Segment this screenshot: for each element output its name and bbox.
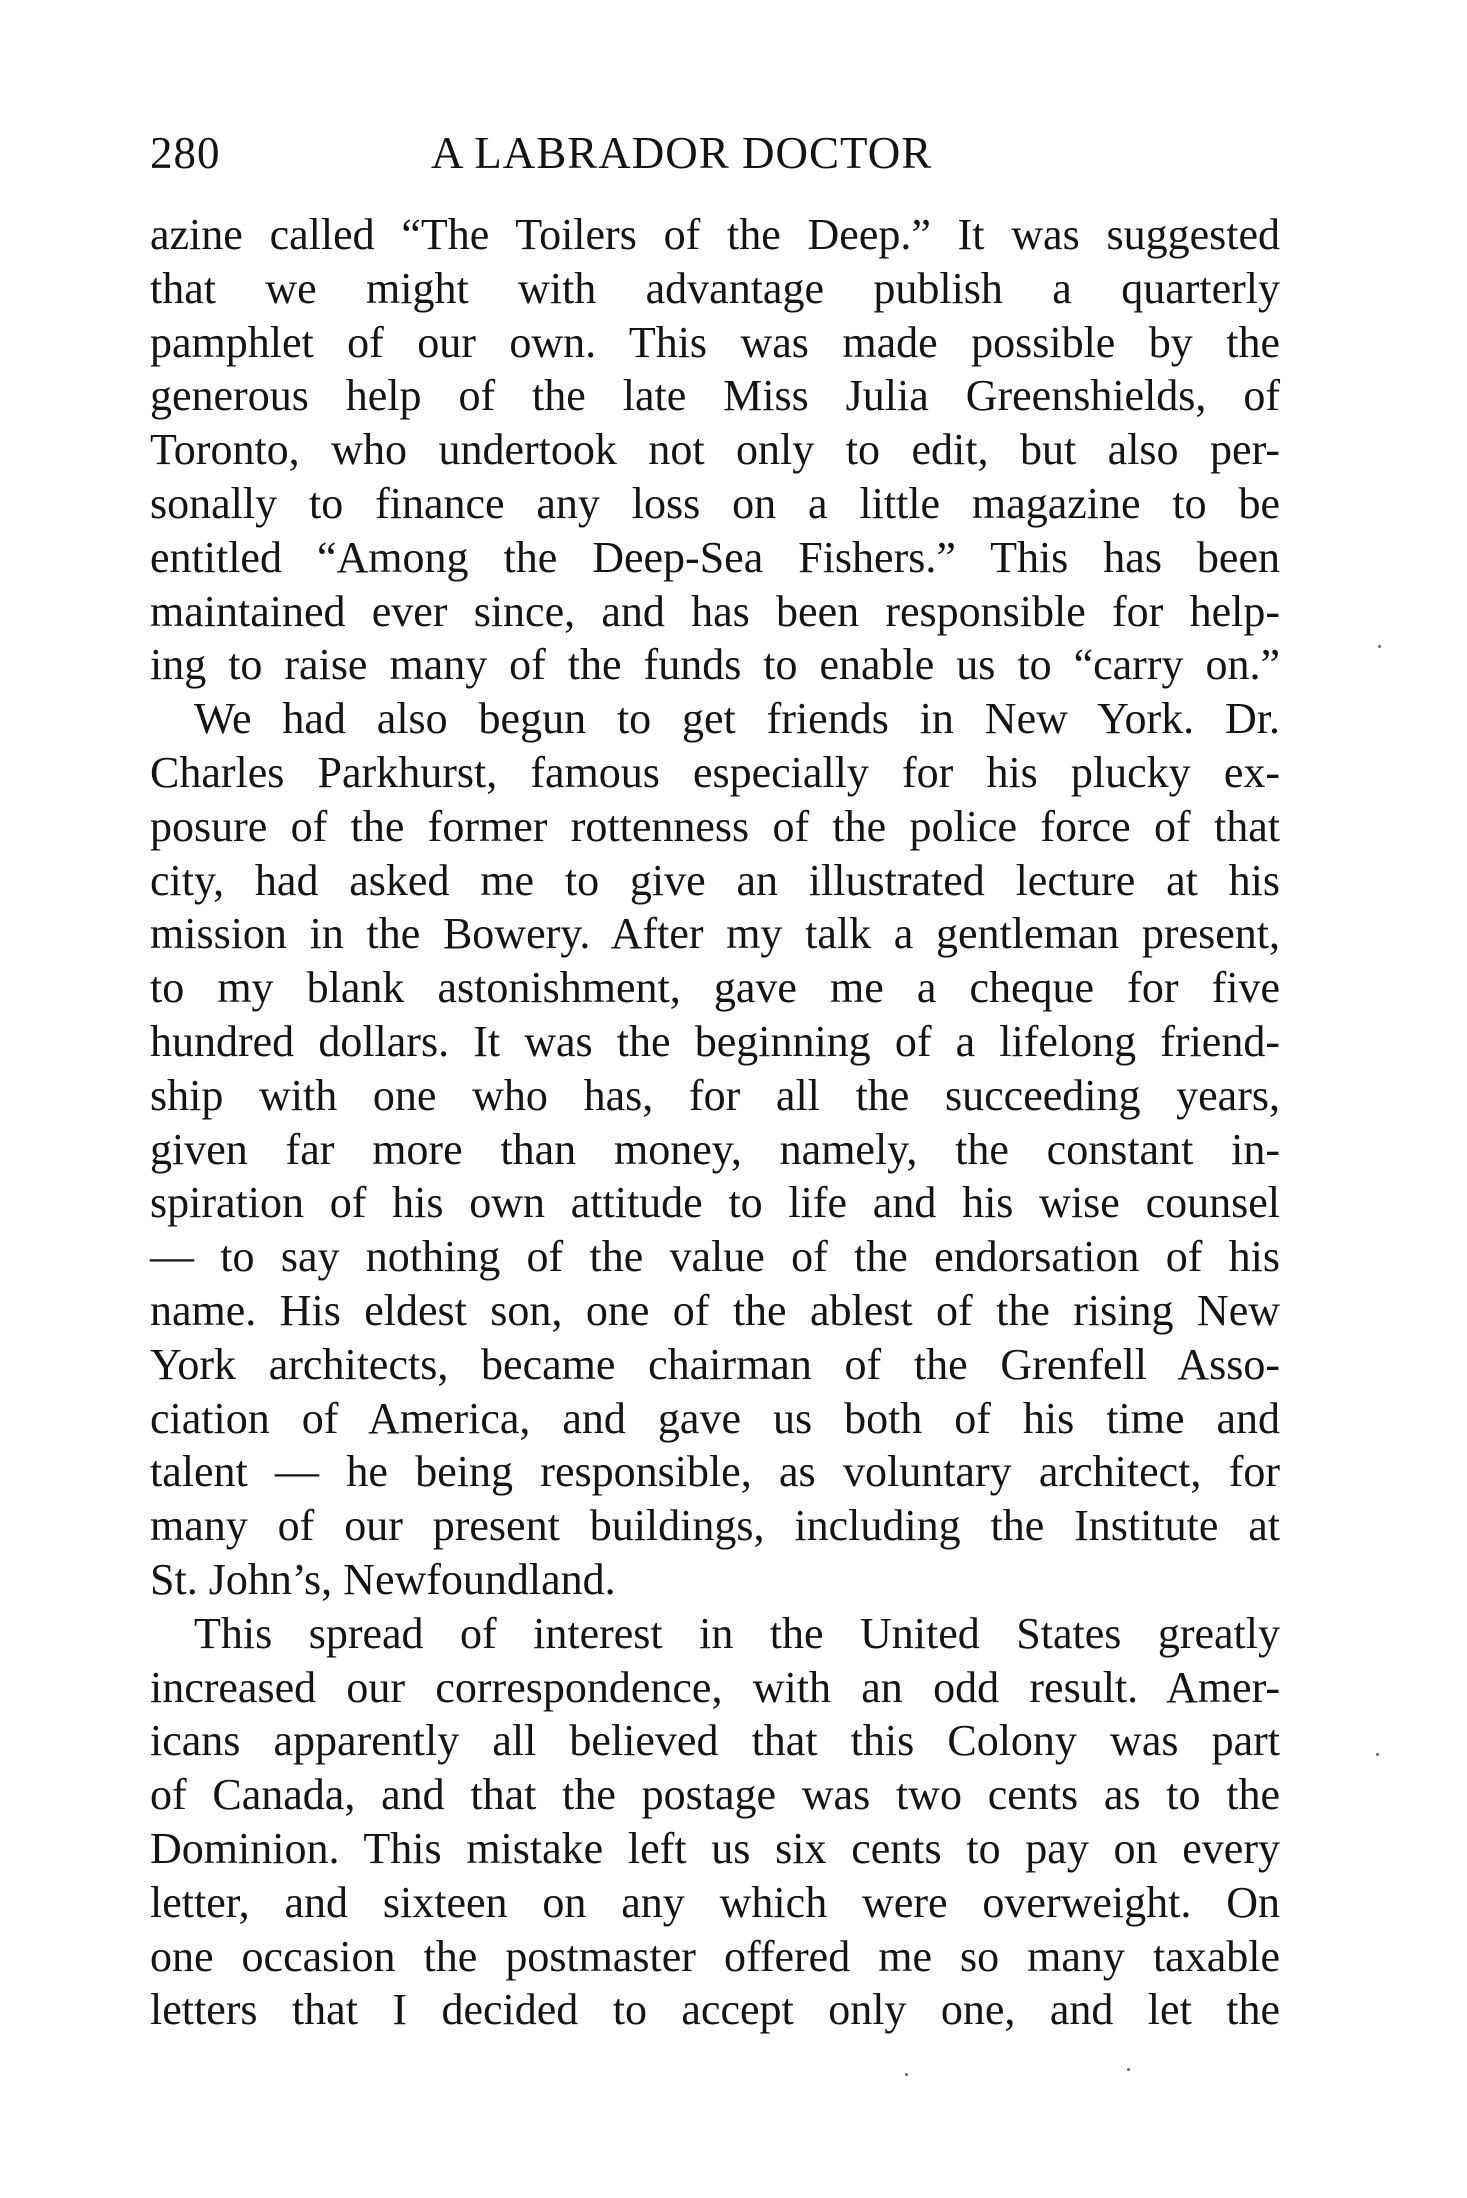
text-line: York architects, became chairman of the Grenfell Asso- <box>150 1339 1280 1389</box>
text-line: posure of the former rottenness of the police force of that <box>150 801 1280 851</box>
page-number: 280 <box>150 128 221 178</box>
text-line: of Canada, and that the postage was two cents as to the <box>150 1770 1280 1820</box>
scan-speck <box>1378 645 1381 648</box>
text-line: maintained ever since, and has been responsible for help- <box>150 586 1280 636</box>
text-line: spiration of his own attitude to life and his wise counsel <box>150 1178 1280 1228</box>
text-line: one occasion the postmaster offered me so many taxable <box>150 1931 1280 1981</box>
text-line: to my blank astonishment, gave me a cheque for five <box>150 963 1280 1013</box>
text-line: sonally to finance any loss on a little magazine to be <box>150 478 1280 528</box>
text-line: This spread of interest in the United States greatly <box>194 1608 1280 1658</box>
text-line: given far more than money, namely, the constant in- <box>150 1124 1280 1174</box>
text-line: name. His eldest son, one of the ablest of the rising New <box>150 1285 1280 1335</box>
book-title: A LABRADOR DOCTOR <box>431 128 933 178</box>
text-line: generous help of the late Miss Julia Greenshields, of <box>150 371 1280 421</box>
running-header <box>150 118 1280 188</box>
text-line: — to say nothing of the value of the endorsation of his <box>150 1232 1280 1282</box>
text-line: ship with one who has, for all the succeeding years, <box>150 1070 1280 1120</box>
text-line: St. John’s, Newfoundland. <box>150 1554 616 1604</box>
text-line: letters that I decided to accept only one, and let the <box>150 1985 1280 2035</box>
text-line: increased our correspondence, with an odd result. Amer- <box>150 1662 1280 1712</box>
text-line: letter, and sixteen on any which were overweight. On <box>150 1877 1280 1927</box>
text-line: ciation of America, and gave us both of his time and <box>150 1393 1280 1443</box>
text-line: many of our present buildings, including the Institute at <box>150 1501 1280 1551</box>
scan-speck <box>905 2073 908 2076</box>
text-line: entitled “Among the Deep-Sea Fishers.” This has been <box>150 532 1280 582</box>
body-text <box>150 208 1280 2037</box>
text-line: Toronto, who undertook not only to edit, but also per- <box>150 425 1280 475</box>
text-line: city, had asked me to give an illustrated lecture at his <box>150 855 1280 905</box>
text-line: azine called “The Toilers of the Deep.” It was suggested <box>150 210 1280 259</box>
scan-speck <box>1376 1753 1379 1756</box>
text-line: Dominion. This mistake left us six cents to pay on every <box>150 1823 1280 1873</box>
text-line: icans apparently all believed that this Colony was part <box>150 1716 1280 1766</box>
text-line: Charles Parkhurst, famous especially for his plucky ex- <box>150 747 1280 797</box>
text-line: We had also begun to get friends in New York. Dr. <box>194 694 1280 744</box>
text-line: hundred dollars. It was the beginning of a lifelong friend- <box>150 1016 1280 1066</box>
text-line: pamphlet of our own. This was made possible by the <box>150 317 1280 367</box>
text-line: that we might with advantage publish a quarterly <box>150 263 1280 313</box>
text-line: talent — he being responsible, as voluntary architect, for <box>150 1447 1280 1497</box>
text-line: mission in the Bowery. After my talk a gentleman present, <box>150 909 1280 959</box>
text-line: ing to raise many of the funds to enable us to “carry on.” <box>150 640 1280 690</box>
scan-speck <box>1127 2068 1130 2071</box>
